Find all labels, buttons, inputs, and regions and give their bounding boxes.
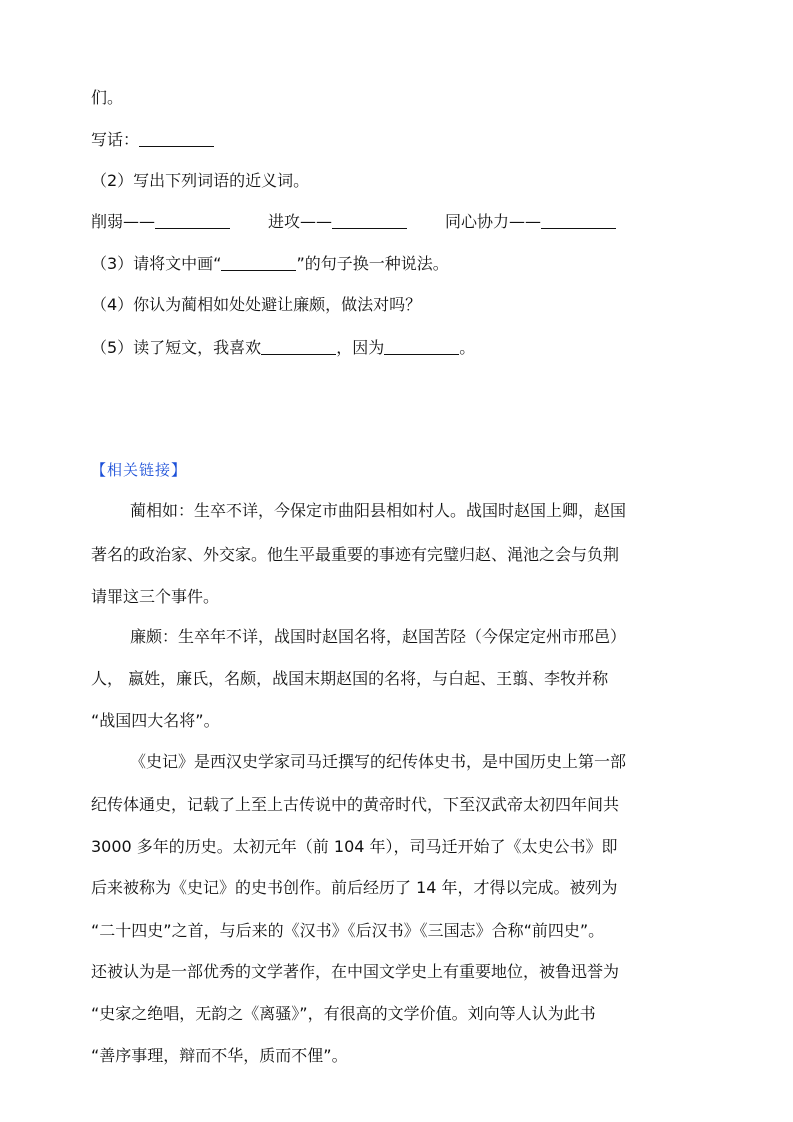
- word-2: 进攻——: [268, 212, 333, 231]
- answer-blank[interactable]: [221, 254, 296, 271]
- answer-blank-2[interactable]: [332, 212, 407, 229]
- question-3: [91, 254, 703, 274]
- q3-prefix: （3）请将文中画“: [91, 254, 222, 273]
- q5-end: 。: [459, 338, 476, 357]
- answer-blank-1[interactable]: [155, 212, 230, 229]
- answer-blank-2[interactable]: [384, 338, 459, 355]
- q5-mid: ，因为: [336, 338, 385, 357]
- paragraph-line: “战国四大名将”。: [91, 711, 220, 730]
- question-5: [91, 338, 703, 358]
- question-4: （4）你认为蔺相如处处避让廉颇，做法对吗？: [91, 295, 422, 314]
- write-line: [91, 130, 703, 150]
- paragraph-line: 纪传体通史，记载了上至上古传说中的黄帝时代，下至汉武帝太初四年间共: [91, 795, 620, 814]
- paragraph-line: 蔺相如：生卒不详，今保定市曲阳县相如村人。战国时赵国上卿，赵国: [130, 501, 627, 520]
- word-1: 削弱——: [91, 212, 156, 231]
- paragraph-line: 著名的政治家、外交家。他生平最重要的事迹有完璧归赵、渑池之会与负荆: [91, 545, 620, 564]
- paragraph-line: 还被认为是一部优秀的文学著作，在中国文学史上有重要地位，被鲁迅誉为: [91, 962, 620, 981]
- answer-blank[interactable]: [139, 130, 214, 147]
- paragraph-line: 3000 多年的历史。太初元年（前 104 年），司马迁开始了《太史公书》即: [91, 837, 618, 856]
- paragraph-line: 廉颇：生卒年不详，战国时赵国名将，赵国苦陉（今保定定州市邢邑）: [130, 627, 627, 646]
- answer-blank-1[interactable]: [261, 338, 336, 355]
- paragraph-line: “二十四史”之首，与后来的《汉书》《后汉书》《三国志》合称“前四史”。: [91, 921, 605, 940]
- q3-suffix: ”的句子换一种说法。: [296, 254, 449, 273]
- write-label: 写话：: [91, 130, 140, 149]
- word-3: 同心协力——: [445, 212, 542, 231]
- related-links-title: 【相关链接】: [91, 461, 188, 479]
- text-line: 们。: [91, 88, 124, 107]
- q5-prefix: （5）读了短文，我喜欢: [91, 338, 262, 357]
- synonym-line: [91, 212, 703, 232]
- question-2: （2）写出下列词语的近义词。: [91, 171, 310, 190]
- paragraph-line: “史家之绝唱，无韵之《离骚》”，有很高的文学价值。刘向等人认为此书: [91, 1004, 596, 1023]
- paragraph-line: 请罪这三个事件。: [91, 587, 220, 606]
- paragraph-line: 《史记》是西汉史学家司马迁撰写的纪传体史书，是中国历史上第一部: [130, 752, 627, 771]
- answer-blank-3[interactable]: [541, 212, 616, 229]
- paragraph-line: 人， 嬴姓，廉氏，名颇，战国末期赵国的名将，与白起、王翦、李牧并称: [91, 669, 609, 688]
- paragraph-line: 后来被称为《史记》的史书创作。前后经历了 14 年，才得以完成。被列为: [91, 878, 618, 897]
- paragraph-line: “善序事理，辩而不华，质而不俚”。: [91, 1046, 348, 1065]
